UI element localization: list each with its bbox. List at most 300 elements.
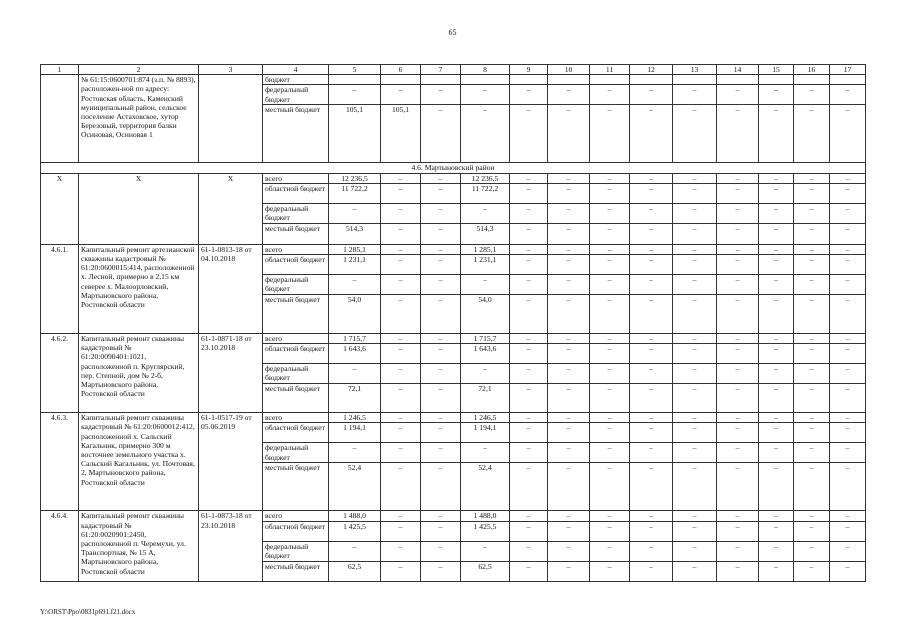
amount-cell: – (830, 413, 866, 423)
amount-cell: – (759, 173, 794, 183)
amount-cell: – (794, 173, 830, 183)
amount-cell: 72,1 (329, 384, 381, 413)
amount-cell: – (590, 443, 630, 463)
amount-cell: – (630, 561, 673, 581)
amount-cell: – (421, 275, 461, 295)
budget-source-label: местный бюджет (263, 105, 329, 163)
amount-cell: – (461, 541, 510, 561)
amount-cell: – (381, 223, 421, 244)
amount-cell: – (548, 244, 590, 254)
column-number: 14 (717, 65, 759, 75)
table-row (41, 413, 866, 423)
amount-cell: – (759, 541, 794, 561)
amount-cell: – (717, 511, 759, 521)
amount-cell: 1 488,0 (329, 511, 381, 521)
column-number: 4 (263, 65, 329, 75)
amount-cell: – (794, 541, 830, 561)
amount-cell: – (630, 541, 673, 561)
amount-cell: – (830, 244, 866, 254)
amount-cell: – (673, 203, 717, 223)
amount-cell: – (421, 85, 461, 105)
amount-cell: 1 231,1 (461, 255, 510, 275)
amount-cell: – (421, 561, 461, 581)
column-number: 6 (381, 65, 421, 75)
amount-cell: – (630, 511, 673, 521)
column-number: 3 (199, 65, 263, 75)
amount-cell: – (830, 183, 866, 203)
budget-source-label: областной бюджет (263, 255, 329, 275)
amount-cell: – (717, 255, 759, 275)
amount-cell: – (794, 364, 830, 384)
item-number: 4.6.1. (41, 244, 79, 333)
amount-cell: 11 722,2 (461, 183, 510, 203)
amount-cell: – (421, 364, 461, 384)
amount-cell: – (381, 173, 421, 183)
amount-cell: – (590, 244, 630, 254)
amount-cell: 105,1 (329, 105, 381, 163)
amount-cell: 1 231,1 (329, 255, 381, 275)
amount-cell: – (759, 344, 794, 364)
amount-cell: – (794, 463, 830, 511)
amount-cell: – (830, 223, 866, 244)
amount-cell: – (421, 183, 461, 203)
amount-cell: – (830, 443, 866, 463)
amount-cell: – (510, 183, 548, 203)
amount-cell: – (717, 275, 759, 295)
amount-cell: 52,4 (329, 463, 381, 511)
amount-cell: – (673, 173, 717, 183)
item-number: X (41, 173, 79, 244)
budget-source-label: областной бюджет (263, 344, 329, 364)
amount-cell: – (759, 511, 794, 521)
item-description: Капитальный ремонт скважины кадастровый № 61:20:0020901:2450, расположенной п. Черемухи, ул. Транспортная, № 15 А, Мартыновского района, Ростовской области (79, 511, 199, 581)
amount-cell (830, 75, 866, 85)
amount-cell: – (548, 561, 590, 581)
amount-cell: – (673, 183, 717, 203)
amount-cell: – (510, 173, 548, 183)
amount-cell: – (794, 275, 830, 295)
amount-cell: – (630, 255, 673, 275)
amount-cell: – (510, 295, 548, 334)
amount-cell: – (830, 334, 866, 344)
amount-cell: 12 236,5 (461, 173, 510, 183)
amount-cell: – (759, 334, 794, 344)
amount-cell (548, 75, 590, 85)
amount-cell: – (381, 334, 421, 344)
amount-cell: – (381, 295, 421, 334)
amount-cell: – (717, 364, 759, 384)
amount-cell: – (381, 423, 421, 443)
amount-cell: 1 425,5 (329, 521, 381, 541)
amount-cell: – (630, 423, 673, 443)
amount-cell: – (630, 244, 673, 254)
amount-cell: – (590, 521, 630, 541)
amount-cell: – (630, 183, 673, 203)
column-number: 11 (590, 65, 630, 75)
item-number: 4.6.4. (41, 511, 79, 581)
amount-cell: – (590, 334, 630, 344)
amount-cell: – (421, 244, 461, 254)
amount-cell: 52,4 (461, 463, 510, 511)
amount-cell: – (830, 295, 866, 334)
amount-cell: 62,5 (329, 561, 381, 581)
item-document (199, 75, 263, 163)
column-number: 7 (421, 65, 461, 75)
amount-cell: – (590, 275, 630, 295)
amount-cell: – (759, 561, 794, 581)
amount-cell: – (381, 85, 421, 105)
amount-cell: – (510, 511, 548, 521)
amount-cell: 514,3 (329, 223, 381, 244)
amount-cell: – (673, 85, 717, 105)
item-description: Капитальный ремонт скважины кадастровый № 61:20:0090401:1021, расположенной п. Круглярский, пер. Степной, дом № 2-б, Мартыновского района, Ростовской области (79, 334, 199, 413)
amount-cell: – (717, 105, 759, 163)
amount-cell: – (381, 443, 421, 463)
amount-cell: – (717, 173, 759, 183)
amount-cell: – (630, 295, 673, 334)
amount-cell: – (329, 275, 381, 295)
amount-cell: – (794, 244, 830, 254)
amount-cell: – (794, 511, 830, 521)
amount-cell: – (548, 183, 590, 203)
budget-source-label: местный бюджет (263, 223, 329, 244)
amount-cell: – (590, 384, 630, 413)
amount-cell: – (717, 561, 759, 581)
amount-cell: – (590, 561, 630, 581)
amount-cell: – (717, 413, 759, 423)
budget-source-label: местный бюджет (263, 295, 329, 334)
amount-cell: – (461, 443, 510, 463)
amount-cell: – (673, 413, 717, 423)
amount-cell: – (510, 223, 548, 244)
amount-cell: – (548, 443, 590, 463)
amount-cell: – (329, 85, 381, 105)
budget-source-label: бюджет (263, 75, 329, 85)
amount-cell: – (830, 561, 866, 581)
amount-cell: – (759, 423, 794, 443)
amount-cell: – (794, 223, 830, 244)
amount-cell: – (673, 521, 717, 541)
amount-cell: – (548, 105, 590, 163)
amount-cell: 105,1 (381, 105, 421, 163)
amount-cell: – (381, 364, 421, 384)
column-number: 9 (510, 65, 548, 75)
amount-cell: – (548, 295, 590, 334)
amount-cell: – (421, 173, 461, 183)
section-header-row (41, 163, 866, 173)
amount-cell: – (673, 344, 717, 364)
amount-cell: – (630, 443, 673, 463)
amount-cell: – (830, 203, 866, 223)
amount-cell: – (717, 223, 759, 244)
amount-cell: – (630, 275, 673, 295)
amount-cell: – (759, 105, 794, 163)
amount-cell: 1 425,5 (461, 521, 510, 541)
amount-cell: – (759, 295, 794, 334)
amount-cell: – (381, 541, 421, 561)
amount-cell: – (794, 183, 830, 203)
amount-cell: – (630, 364, 673, 384)
amount-cell: – (630, 85, 673, 105)
amount-cell: 11 722,2 (329, 183, 381, 203)
amount-cell: – (830, 463, 866, 511)
amount-cell: – (759, 521, 794, 541)
amount-cell: – (510, 384, 548, 413)
table-row (41, 75, 866, 85)
amount-cell: – (794, 334, 830, 344)
amount-cell: – (421, 295, 461, 334)
amount-cell: – (381, 413, 421, 423)
amount-cell: – (548, 344, 590, 364)
column-number: 2 (79, 65, 199, 75)
amount-cell: – (794, 521, 830, 541)
amount-cell: – (548, 255, 590, 275)
amount-cell: – (673, 511, 717, 521)
amount-cell: – (421, 203, 461, 223)
amount-cell: – (421, 423, 461, 443)
amount-cell: 1 246,5 (329, 413, 381, 423)
amount-cell: – (830, 275, 866, 295)
amount-cell: – (510, 413, 548, 423)
item-document: 61-1-0873-18 от 23.10.2018 (199, 511, 263, 581)
amount-cell: – (759, 244, 794, 254)
amount-cell: – (630, 384, 673, 413)
amount-cell: – (381, 344, 421, 364)
budget-source-label: всего (263, 413, 329, 423)
column-number-row (41, 65, 866, 75)
amount-cell: – (794, 423, 830, 443)
amount-cell: – (510, 521, 548, 541)
amount-cell (673, 75, 717, 85)
amount-cell: – (794, 561, 830, 581)
item-description: № 61:15:0600701:874 (з.п. № 8893), расположен-ной по адресу: Ростовская область, Каменский муниципальный район, сельское поселение Астаховское, хутор Березовый, территория балки Осиновая, Осиновая 1 (79, 75, 199, 163)
table-row (41, 244, 866, 254)
item-document: 61-1-0871-18 от 23.10.2018 (199, 334, 263, 413)
amount-cell: – (590, 203, 630, 223)
amount-cell: – (759, 203, 794, 223)
amount-cell (717, 75, 759, 85)
amount-cell: 1 643,6 (461, 344, 510, 364)
amount-cell (461, 75, 510, 85)
budget-source-label: всего (263, 173, 329, 183)
column-number: 17 (830, 65, 866, 75)
amount-cell: – (794, 384, 830, 413)
amount-cell: – (673, 105, 717, 163)
amount-cell: – (759, 275, 794, 295)
amount-cell: – (548, 384, 590, 413)
amount-cell: – (717, 463, 759, 511)
amount-cell: 1 246,5 (461, 413, 510, 423)
amount-cell: – (421, 413, 461, 423)
amount-cell: 54,0 (461, 295, 510, 334)
budget-source-label: федеральный бюджет (263, 443, 329, 463)
amount-cell: – (830, 423, 866, 443)
amount-cell: – (421, 463, 461, 511)
amount-cell: – (421, 334, 461, 344)
table-row (41, 334, 866, 344)
amount-cell: – (673, 364, 717, 384)
amount-cell: – (673, 463, 717, 511)
amount-cell: – (548, 364, 590, 384)
amount-cell: – (510, 334, 548, 344)
column-number: 1 (41, 65, 79, 75)
amount-cell: – (759, 223, 794, 244)
amount-cell (421, 75, 461, 85)
amount-cell: – (548, 521, 590, 541)
item-description: X (79, 173, 199, 244)
amount-cell: – (510, 85, 548, 105)
amount-cell: – (759, 384, 794, 413)
amount-cell: – (717, 334, 759, 344)
amount-cell: – (794, 443, 830, 463)
amount-cell: – (329, 203, 381, 223)
amount-cell: – (759, 413, 794, 423)
amount-cell: – (673, 423, 717, 443)
amount-cell: – (830, 521, 866, 541)
amount-cell: – (548, 275, 590, 295)
budget-source-label: федеральный бюджет (263, 364, 329, 384)
amount-cell: – (381, 463, 421, 511)
amount-cell: – (717, 295, 759, 334)
amount-cell: – (717, 203, 759, 223)
section-title: 4.6. Мартыновский район (41, 163, 866, 173)
amount-cell: – (830, 364, 866, 384)
amount-cell: – (329, 364, 381, 384)
amount-cell: – (510, 344, 548, 364)
amount-cell: 514,3 (461, 223, 510, 244)
amount-cell: – (590, 413, 630, 423)
amount-cell: – (794, 295, 830, 334)
amount-cell: – (673, 334, 717, 344)
column-number: 13 (673, 65, 717, 75)
amount-cell: – (717, 244, 759, 254)
table-row (41, 173, 866, 183)
amount-cell: – (590, 423, 630, 443)
item-document: 61-1-0517-19 от 05.06.2019 (199, 413, 263, 511)
amount-cell: – (673, 223, 717, 244)
budget-source-label: федеральный бюджет (263, 275, 329, 295)
amount-cell: – (830, 173, 866, 183)
amount-cell: – (673, 244, 717, 254)
amount-cell: – (329, 541, 381, 561)
amount-cell: – (381, 275, 421, 295)
amount-cell: – (794, 85, 830, 105)
amount-cell: 72,1 (461, 384, 510, 413)
amount-cell: – (630, 105, 673, 163)
amount-cell: – (329, 443, 381, 463)
budget-source-label: федеральный бюджет (263, 203, 329, 223)
item-number: 4.6.3. (41, 413, 79, 511)
amount-cell (794, 75, 830, 85)
budget-source-label: всего (263, 334, 329, 344)
amount-cell: – (548, 413, 590, 423)
amount-cell: – (548, 334, 590, 344)
amount-cell: – (381, 183, 421, 203)
amount-cell: – (590, 223, 630, 244)
amount-cell: – (421, 105, 461, 163)
amount-cell: – (794, 344, 830, 364)
amount-cell: – (717, 521, 759, 541)
amount-cell: – (794, 203, 830, 223)
column-number: 5 (329, 65, 381, 75)
amount-cell: – (510, 203, 548, 223)
footer-file-path: Y:\ORST\Ppo\0831p691.f21.docx (40, 608, 136, 616)
amount-cell: – (717, 541, 759, 561)
amount-cell: – (461, 203, 510, 223)
budget-source-label: местный бюджет (263, 561, 329, 581)
amount-cell: – (590, 105, 630, 163)
amount-cell: – (717, 183, 759, 203)
amount-cell: – (461, 364, 510, 384)
amount-cell: – (590, 511, 630, 521)
column-number: 15 (759, 65, 794, 75)
amount-cell (759, 75, 794, 85)
budget-source-label: федеральный бюджет (263, 85, 329, 105)
amount-cell: – (759, 443, 794, 463)
amount-cell: – (794, 105, 830, 163)
budget-source-label: областной бюджет (263, 183, 329, 203)
amount-cell: – (548, 173, 590, 183)
amount-cell: – (673, 384, 717, 413)
amount-cell (381, 75, 421, 85)
amount-cell: 1 285,1 (461, 244, 510, 254)
amount-cell: – (510, 105, 548, 163)
column-number: 16 (794, 65, 830, 75)
column-number: 12 (630, 65, 673, 75)
amount-cell: – (590, 85, 630, 105)
amount-cell: – (421, 521, 461, 541)
budget-source-label: всего (263, 511, 329, 521)
amount-cell: – (421, 443, 461, 463)
budget-source-label: всего (263, 244, 329, 254)
amount-cell: 1 488,0 (461, 511, 510, 521)
amount-cell: – (461, 275, 510, 295)
amount-cell: – (590, 295, 630, 334)
amount-cell: – (759, 85, 794, 105)
page-number: 65 (448, 28, 457, 37)
amount-cell: – (421, 511, 461, 521)
item-document: X (199, 173, 263, 244)
amount-cell: – (590, 541, 630, 561)
amount-cell: – (717, 443, 759, 463)
amount-cell: – (717, 384, 759, 413)
column-number: 8 (461, 65, 510, 75)
item-number: 4.6.2. (41, 334, 79, 413)
amount-cell: – (590, 173, 630, 183)
amount-cell: 1 194,1 (461, 423, 510, 443)
amount-cell: 1 715,7 (461, 334, 510, 344)
amount-cell: – (381, 203, 421, 223)
amount-cell: – (510, 423, 548, 443)
amount-cell: – (673, 275, 717, 295)
amount-cell: – (759, 463, 794, 511)
amount-cell (329, 75, 381, 85)
amount-cell: – (673, 561, 717, 581)
amount-cell: – (630, 521, 673, 541)
amount-cell: – (830, 384, 866, 413)
amount-cell: 1 715,7 (329, 334, 381, 344)
amount-cell (590, 75, 630, 85)
amount-cell: – (673, 255, 717, 275)
amount-cell: – (673, 541, 717, 561)
amount-cell: 54,0 (329, 295, 381, 334)
amount-cell: – (510, 561, 548, 581)
budget-source-label: областной бюджет (263, 521, 329, 541)
table-row (41, 511, 866, 521)
amount-cell: – (830, 105, 866, 163)
amount-cell: – (590, 364, 630, 384)
item-number (41, 75, 79, 163)
